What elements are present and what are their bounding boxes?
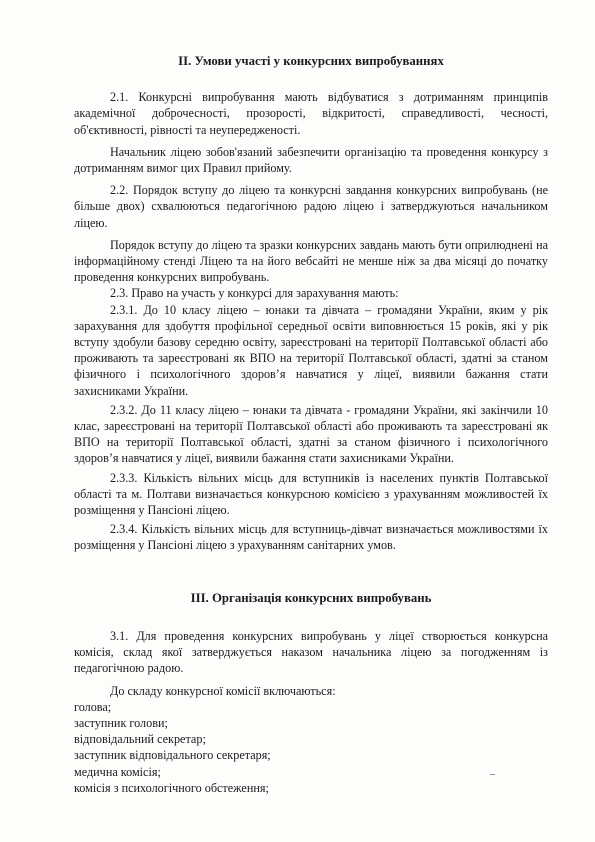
scan-mark [490, 774, 495, 775]
paragraph-2-3: 2.3. Право на участь у конкурсі для зарахування мають: [110, 286, 399, 301]
paragraph-2-3-3: 2.3.3. Кількість вільних місць для вступників із населених пунктів Полтавської області та м. Полтави визначається конкурсною комісією з урахуванням можливостей їх розміщення у Пансіоні ліцею. [74, 470, 548, 518]
paragraph-2-3-1: 2.3.1. До 10 класу ліцею – юнаки та дівчата – громадяни України, яким у рік зарахування для здобуття профільної середньої освіти виповнюється 15 років, які у рік вступу здобули базову середню освіту, зареєстровані на території Полтавської області або проживають та зареєстровані як ВПО на території Полтавської області, здатні за станом фізичного і психологічного здоров’я навчатися у ліцеї, виявили бажання стати захисниками України. [74, 302, 548, 398]
list-item: заступник голови; [74, 715, 168, 730]
list-item: заступник відповідального секретаря; [74, 748, 271, 763]
paragraph-2-1: 2.1. Конкурсні випробування мають відбуватися з дотриманням принципів академічної доброчесності, прозорості, відкритості, справедливості, чесності, об'єктивності, рівності та неупередженості. [74, 90, 548, 137]
paragraph-3-1-b: До складу конкурсної комісії включаються: [110, 683, 336, 698]
list-item: голова; [74, 699, 112, 714]
paragraph-2-2: 2.2. Порядок вступу до ліцею та конкурсні завдання конкурсних випробувань (не більше двох) схвалюються педагогічною радою ліцею і затверджуються начальником ліцею. [74, 183, 548, 230]
list-item: відповідальний секретар; [74, 732, 206, 747]
section-3-title: ІІІ. Організація конкурсних випробувань [190, 590, 432, 605]
list-item: комісія з психологічного обстеження; [74, 780, 269, 795]
paragraph-3-1: 3.1. Для проведення конкурсних випробувань у ліцеї створюється конкурсна комісія, склад якої затверджується наказом начальника ліцею за погодженням із педагогічною радою. [74, 628, 548, 676]
page-content [74, 53, 548, 796]
paragraph-2-3-4: 2.3.4. Кількість вільних місць для вступниць-дівчат визначається можливостями їх розміщення у Пансіоні ліцею з урахуванням санітарних умов. [74, 522, 548, 553]
paragraph-2-3-2: 2.3.2. До 11 класу ліцею – юнаки та дівчата - громадяни України, які закінчили 10 клас, зареєстровані на території Полтавської області або проживають та зареєстровані як ВПО на території Полтавської області, здатні за станом фізичного і психологічного здоров’я навчатися у ліцеї, виявили бажання стати захисниками України. [74, 402, 548, 466]
paragraph-2-2-b: Порядок вступу до ліцею та зразки конкурсних завдань мають бути оприлюднені на інформаційному стенді Ліцею та на його вебсайті не менше ніж за два місяці до початку проведення конкурсних випробувань. [74, 237, 548, 285]
list-item: медична комісія; [74, 764, 161, 779]
paragraph-2-1-b: Начальник ліцею зобов'язаний забезпечити організацію та проведення конкурсу з дотриманням вимог цих Правил прийому. [74, 144, 548, 176]
section-2-title: ІІ. Умови участі у конкурсних випробуваннях [178, 54, 444, 68]
commission-members-list [74, 699, 548, 796]
